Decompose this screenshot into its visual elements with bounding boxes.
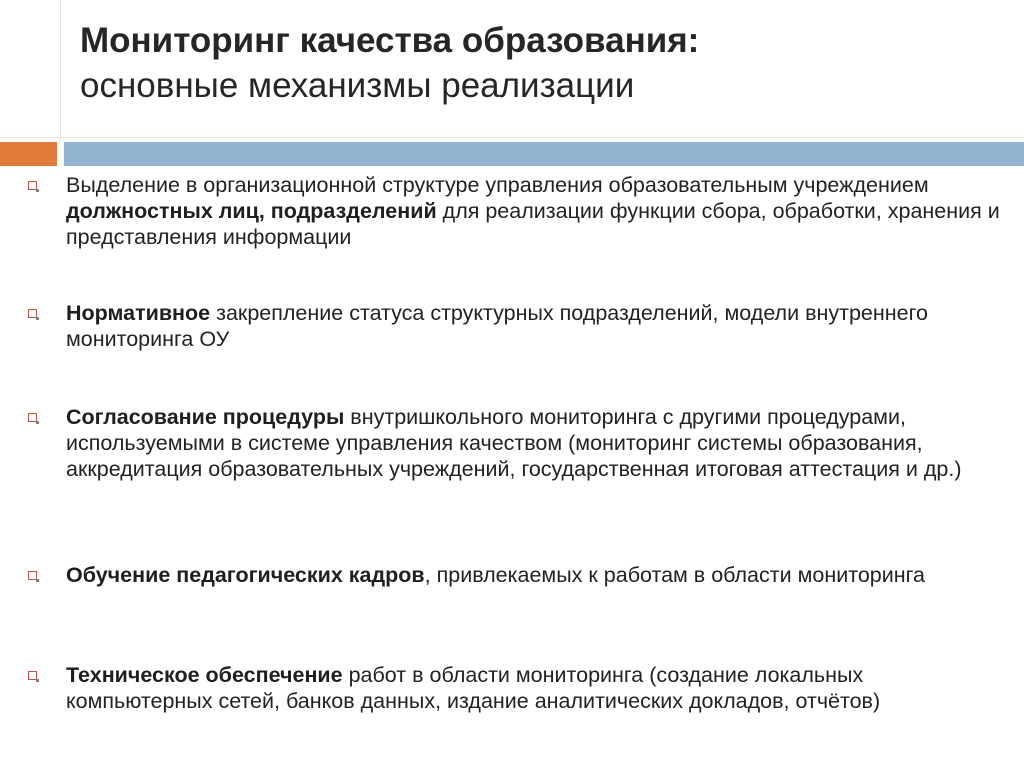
bullet-text-post: закрепление статуса структурных подразделений, модели внутреннего мониторинга ОУ xyxy=(66,301,928,351)
square-bullet-icon xyxy=(28,413,37,422)
square-bullet-icon xyxy=(28,671,37,680)
bullet-text-bold: Обучение педагогических кадров xyxy=(66,563,425,587)
title-block xyxy=(80,18,980,108)
bullet-text-bold: Согласование процедуры xyxy=(66,405,345,429)
bullet-text xyxy=(66,662,1001,714)
vertical-guide-line xyxy=(60,0,61,142)
square-bullet-icon xyxy=(28,571,37,580)
bullet-text xyxy=(66,562,1001,588)
bullet-text xyxy=(66,172,1001,250)
square-bullet-icon xyxy=(28,309,37,318)
slide-subtitle: основные механизмы реализации xyxy=(80,66,635,105)
bullet-text xyxy=(66,300,1001,352)
bullet-text-post: для реализации функции сбора, обработки, хранения и представления информации xyxy=(66,199,1000,249)
bullet-text-bold: Нормативное xyxy=(66,301,211,325)
horizontal-guide-line xyxy=(0,137,1024,138)
bullet-text-bold: должностных лиц, подразделений xyxy=(66,199,437,223)
accent-bar-orange xyxy=(0,142,57,166)
bullet-text xyxy=(66,404,1001,482)
bullet-text-post: работ в области мониторинга (создание локальных компьютерных сетей, банков данных, издание аналитических докладов, отчётов) xyxy=(66,663,881,713)
bullet-text-bold: Техническое обеспечение xyxy=(66,663,343,687)
slide-title: Мониторинг качества образования: xyxy=(80,21,700,60)
bullet-text-pre: Выделение в организационной структуре управления образовательным учреждением xyxy=(66,173,929,197)
bullet-text-post: , привлекаемых к работам в области мониторинга xyxy=(424,563,925,587)
accent-bar-blue xyxy=(64,142,1024,166)
square-bullet-icon xyxy=(28,181,37,190)
bullet-text-post: внутришкольного мониторинга с другими процедурами, используемыми в системе управления качеством (мониторинг системы образования, аккредитация образовательных учреждений, государственная итоговая аттестация и др.) xyxy=(66,405,962,481)
